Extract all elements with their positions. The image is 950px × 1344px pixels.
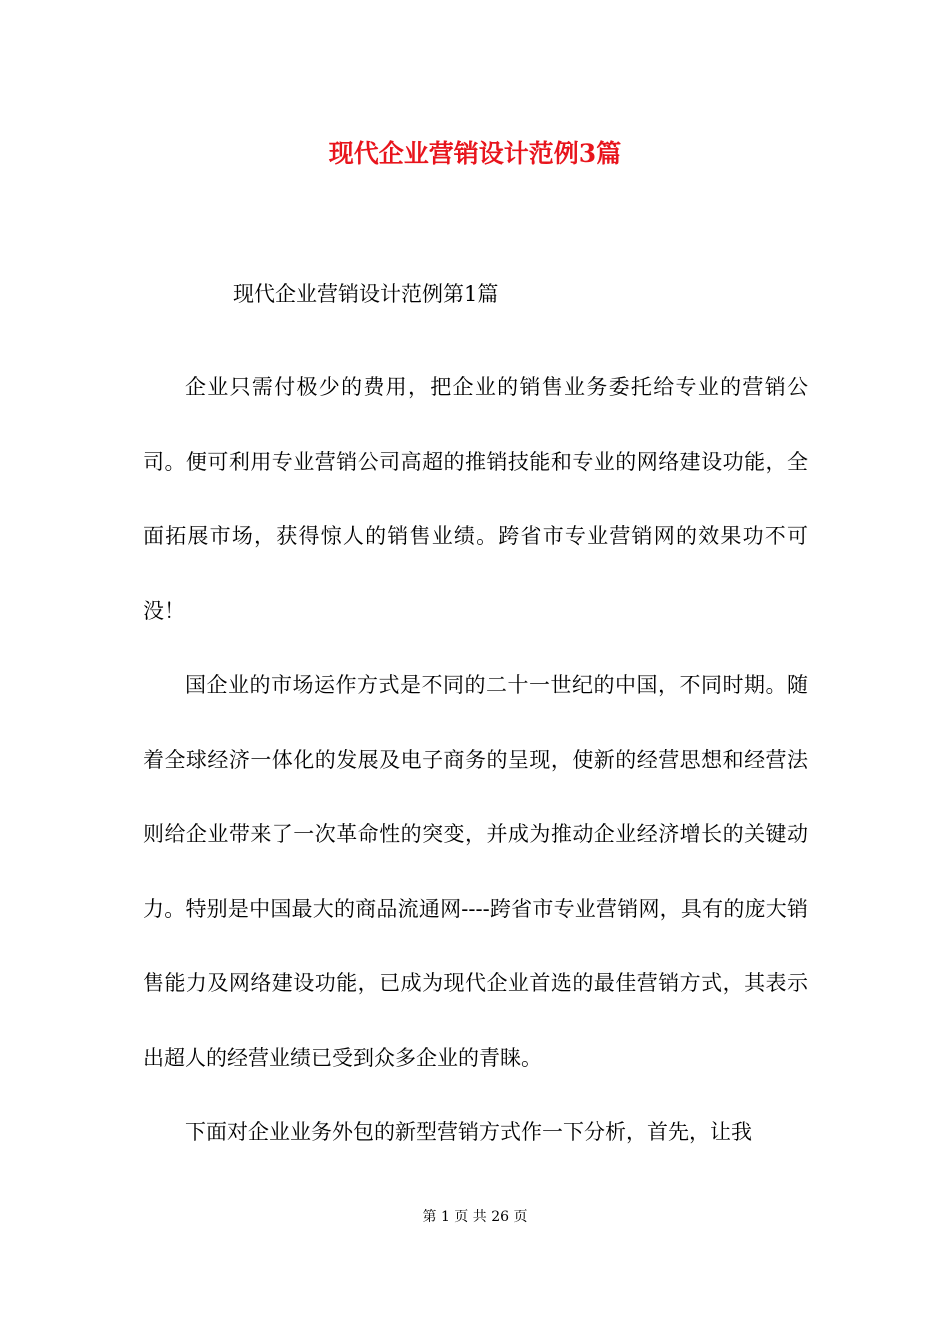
document-body <box>143 350 808 1170</box>
section-heading: 现代企业营销设计范例第1篇 <box>233 282 499 306</box>
paragraph: 国企业的市场运作方式是不同的二十一世纪的中国，不同时期。随着全球经济一体化的发展及电子商务的呈现，使新的经营思想和经营法则给企业带来了一次革命性的突变，并成为推动企业经济增长的关键动力。特别是中国最大的商品流通网----跨省市专业营销网，具有的庞大销售能力及网络建设功能，已成为现代企业首选的最佳营销方式，其表示出超人的经营业绩已受到众多企业的青睐。 <box>143 673 808 1070</box>
page-footer: 第 1 页 共 26 页 <box>422 1209 528 1225</box>
document-title: 现代企业营销设计范例3篇 <box>328 139 622 168</box>
paragraph: 下面对企业业务外包的新型营销方式作一下分析，首先，让我 <box>185 1120 752 1144</box>
paragraph: 企业只需付极少的费用，把企业的销售业务委托给专业的营销公司。便可利用专业营销公司高超的推销技能和专业的网络建设功能，全面拓展市场，获得惊人的销售业绩。跨省市专业营销网的效果功不可没！ <box>143 375 808 623</box>
